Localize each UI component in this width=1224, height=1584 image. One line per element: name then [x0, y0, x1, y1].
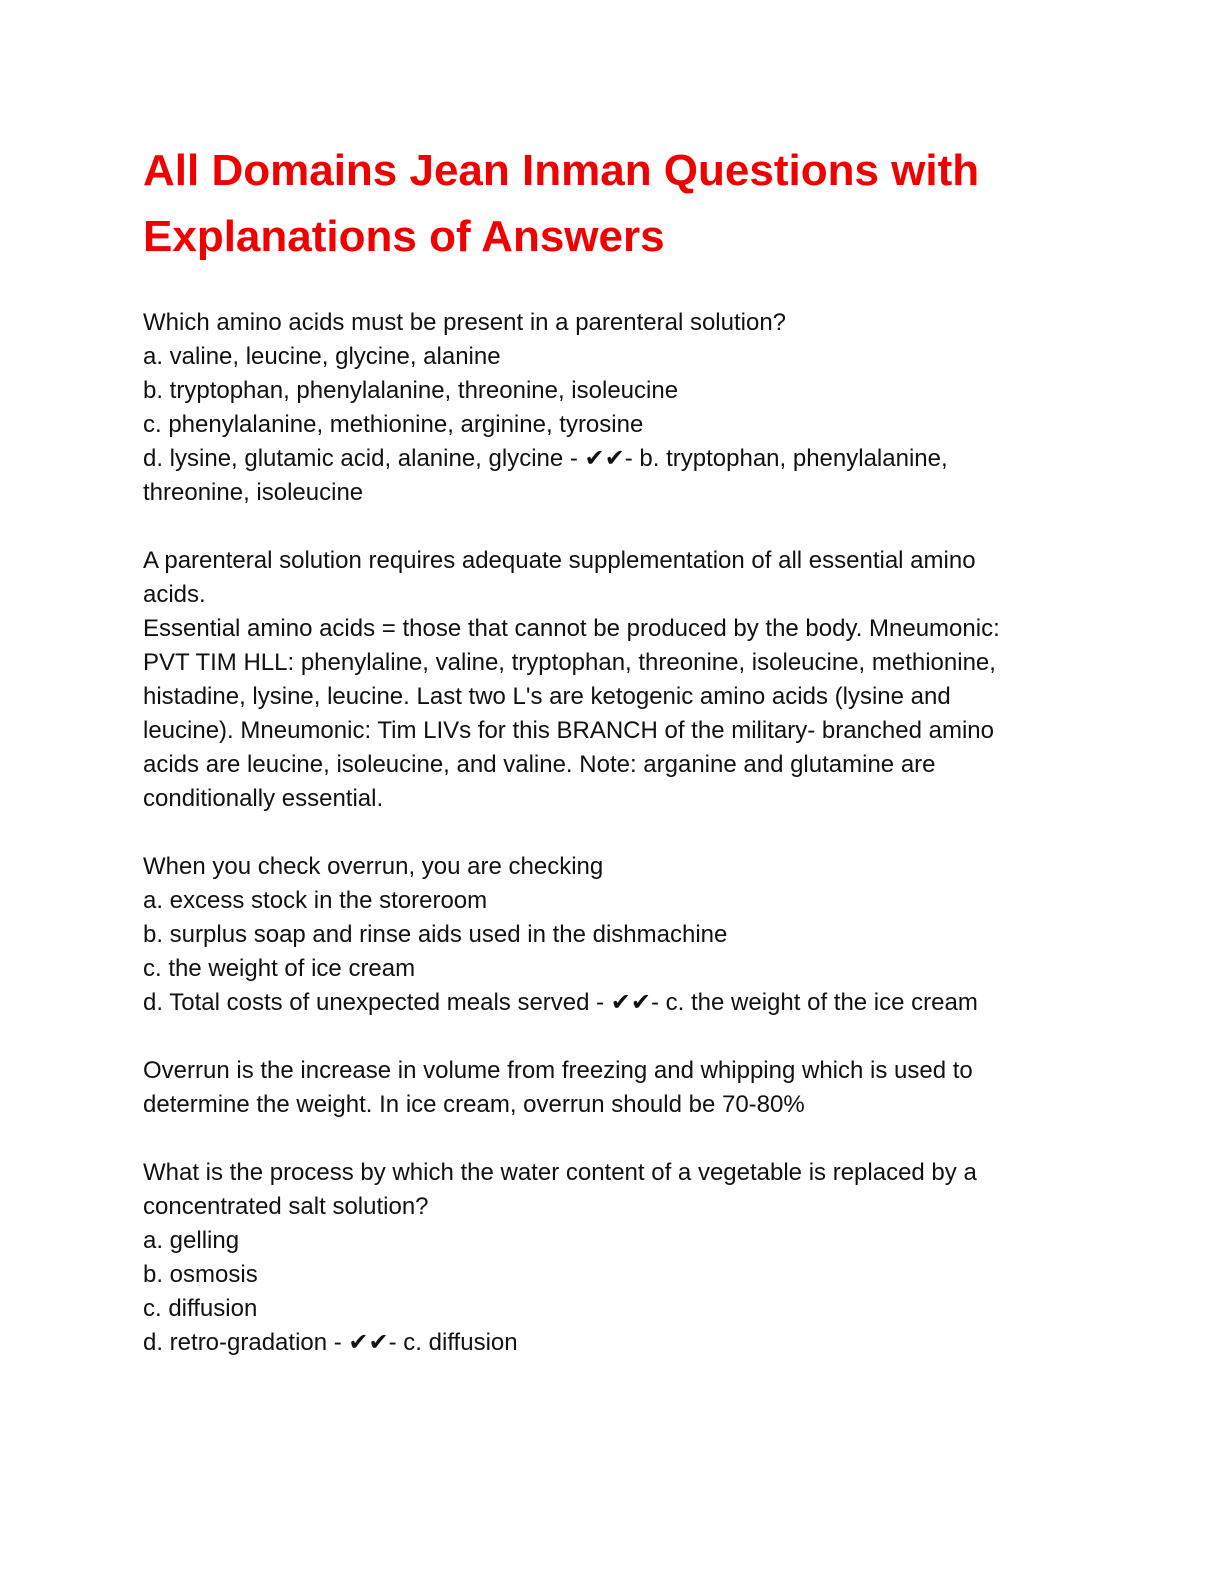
explanation-block-2: [143, 1054, 1083, 1122]
explanation-line: Overrun is the increase in volume from freezing and whipping which is used to: [143, 1057, 973, 1084]
option-b: b. surplus soap and rinse aids used in the dishmachine: [143, 921, 728, 948]
explanation-line: PVT TIM HLL: phenylaline, valine, tryptophan, threonine, isoleucine, methionine,: [143, 649, 996, 676]
page-title: [143, 138, 1083, 270]
question-text: What is the process by which the water content of a vegetable is replaced by a: [143, 1159, 977, 1186]
option-d-answer: d. retro-gradation - ✔✔- c. diffusion: [143, 1329, 518, 1356]
paragraph-spacer: [143, 1020, 1083, 1054]
explanation-line: acids.: [143, 581, 206, 608]
explanation-line: leucine). Mneumonic: Tim LIVs for this BRANCH of the military- branched amino: [143, 717, 994, 744]
document-header: [143, 138, 1083, 270]
option-d-answer: d. lysine, glutamic acid, alanine, glycine - ✔✔- b. tryptophan, phenylalanine,: [143, 445, 948, 472]
question-block-3: [143, 1156, 1083, 1360]
page-title-line-2: Explanations of Answers: [143, 212, 665, 261]
option-c: c. diffusion: [143, 1295, 258, 1322]
question-block-2: [143, 850, 1083, 1020]
answer-continuation: threonine, isoleucine: [143, 479, 364, 506]
option-a: a. excess stock in the storeroom: [143, 887, 488, 914]
page-title-line-1: All Domains Jean Inman Questions with: [143, 146, 980, 195]
explanation-block-1: [143, 544, 1083, 816]
question-text: When you check overrun, you are checking: [143, 853, 604, 880]
explanation-line: determine the weight. In ice cream, overrun should be 70-80%: [143, 1091, 805, 1118]
question-block-1: [143, 306, 1083, 510]
explanation-line: acids are leucine, isoleucine, and valine. Note: arganine and glutamine are: [143, 751, 936, 778]
explanation-line: A parenteral solution requires adequate supplementation of all essential amino: [143, 547, 976, 574]
paragraph-spacer: [143, 1122, 1083, 1156]
option-b: b. tryptophan, phenylalanine, threonine, isoleucine: [143, 377, 679, 404]
option-a: a. gelling: [143, 1227, 240, 1254]
option-d-answer: d. Total costs of unexpected meals served - ✔✔- c. the weight of the ice cream: [143, 989, 978, 1016]
explanation-line: Essential amino acids = those that cannot be produced by the body. Mneumonic:: [143, 615, 1000, 642]
question-text: Which amino acids must be present in a parenteral solution?: [143, 309, 787, 336]
explanation-line: histadine, lysine, leucine. Last two L's are ketogenic amino acids (lysine and: [143, 683, 951, 710]
explanation-line: conditionally essential.: [143, 785, 384, 812]
document-body: [143, 306, 1083, 1360]
option-a: a. valine, leucine, glycine, alanine: [143, 343, 501, 370]
option-c: c. the weight of ice cream: [143, 955, 416, 982]
option-c: c. phenylalanine, methionine, arginine, tyrosine: [143, 411, 644, 438]
question-text: concentrated salt solution?: [143, 1193, 429, 1220]
paragraph-spacer: [143, 510, 1083, 544]
option-b: b. osmosis: [143, 1261, 258, 1288]
paragraph-spacer: [143, 816, 1083, 850]
